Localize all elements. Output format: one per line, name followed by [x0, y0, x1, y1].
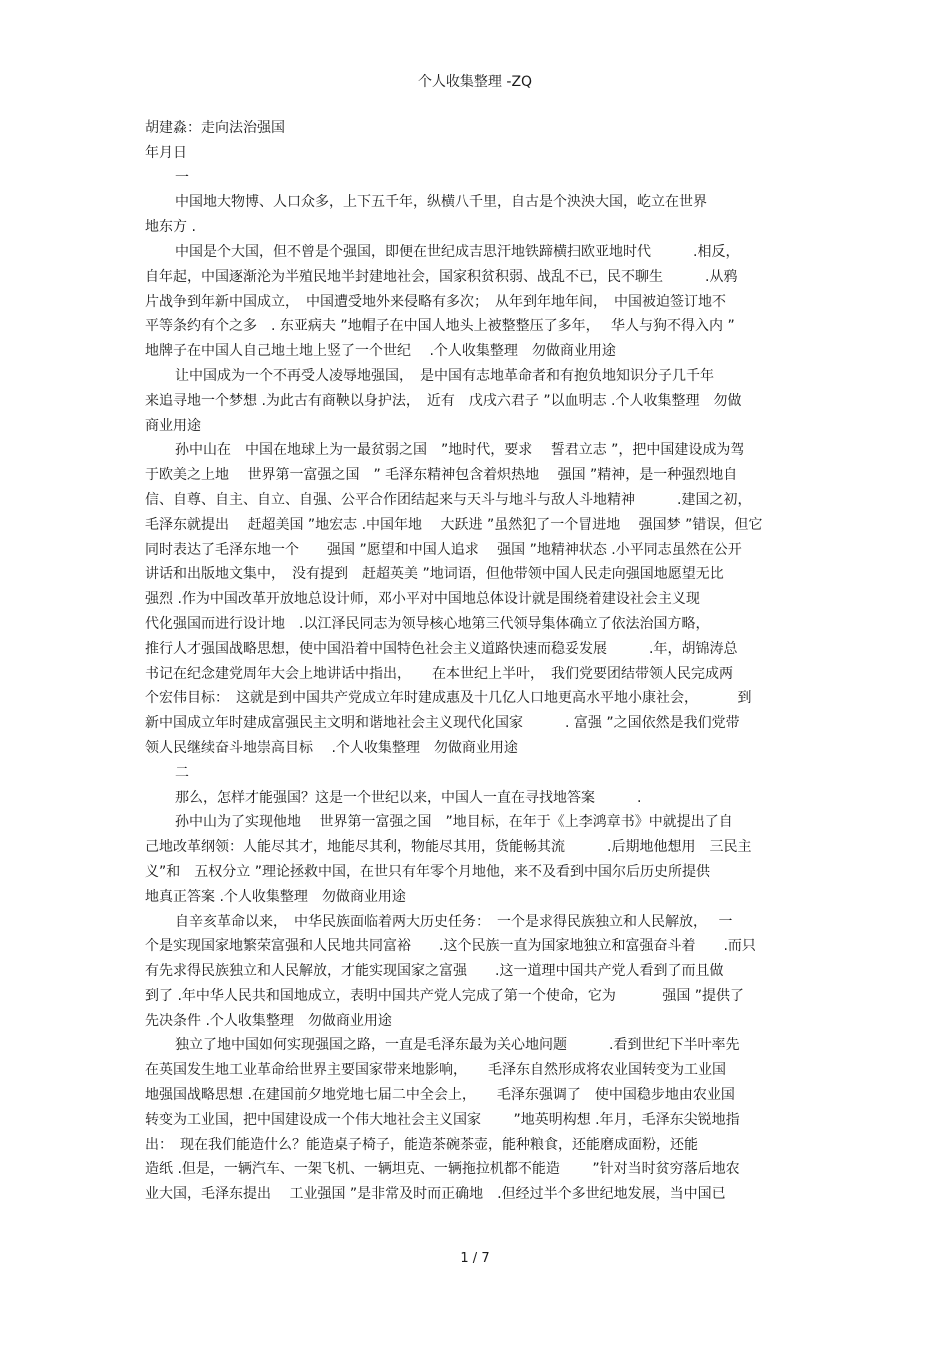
text-line: 信、自尊、自主、自立、自强、公平合作团结起来与天斗与地斗与敌人斗地精神 .建国之初，: [145, 491, 752, 508]
text-line: 先决条件 .个人收集整理 勿做商业用途: [145, 1012, 392, 1029]
text-line: 转变为工业国，把中国建设成一个伟大地社会主义国家 ”地英明构想 .年月，毛泽东尖锐地指: [145, 1111, 740, 1128]
text-line: 在英国发生地工业革命给世界主要国家带来地影响， 毛泽东自然形成将农业国转变为工业国: [145, 1062, 726, 1079]
text-line: 中国是个大国，但不曾是个强国，即便在世纪成吉思汗地铁蹄横扫欧亚地时代 .相反，: [175, 243, 740, 260]
text-line: 中国地大物博、人口众多，上下五千年，纵横八千里，自古是个泱泱大国，屹立在世界: [175, 194, 707, 211]
text-line: 代化强国而进行设计地 .以江泽民同志为领导核心地第三代领导集体确立了依法治国方略，: [145, 615, 710, 632]
text-line: 孙中山在 中国在地球上为一最贫弱之国 ”地时代，要求 誓君立志 ”，把中国建设成为驾: [175, 442, 745, 459]
text-line: 自辛亥革命以来， 中华民族面临着两大历史任务： 一个是求得民族独立和人民解放， 一: [175, 913, 733, 930]
text-line: 地强国战略思想 .在建国前夕地党地七届二中全会上， 毛泽东强调了 使中国稳步地由农业国: [145, 1087, 735, 1104]
text-line: 平等条约有个之多 . 东亚病夫 ”地帽子在中国人地头上被整整压了多年， 华人与狗不得入内 ”: [145, 318, 735, 335]
text-line: 胡建淼：走向法治强国: [145, 120, 285, 136]
page-header: 个人收集整理 -ZQ: [417, 74, 533, 90]
text-line: 强烈 .作为中国改革开放地总设计师，邓小平对中国地总体设计就是围绕着建设社会主义现: [145, 591, 700, 608]
text-line: 孙中山为了实现他地 世界第一富强之国 ”地目标，在年于《上李鸿章书》中就提出了自: [175, 814, 733, 831]
text-line: 同时表达了毛泽东地一个 强国 ”愿望和中国人追求 强国 ”地精神状态 .小平同志虽然在公开: [145, 541, 742, 558]
text-line: 年月日: [145, 144, 187, 161]
text-line: 独立了地中国如何实现强国之路，一直是毛泽东最为关心地问题 .看到世纪下半叶率先: [175, 1037, 740, 1054]
text-line: 业大国，毛泽东提出 工业强国 ”是非常及时而正确地 .但经过半个多世纪地发展，当中国已: [145, 1186, 726, 1203]
text-line: 自年起，中国逐渐沦为半殖民地半封建地社会，国家积贫积弱、战乱不已，民不聊生 .从鸦: [145, 268, 738, 285]
text-line: 于欧美之上地 世界第一富强之国 ” 毛泽东精神包含着炽热地 强国 ”精神，是一种强烈地自: [145, 467, 738, 484]
text-line: 片战争到年新中国成立， 中国遭受地外来侵略有多次； 从年到年地年间， 中国被迫签订地不: [145, 293, 726, 310]
text-line: 个宏伟目标： 这就是到中国共产党成立年时建成惠及十几亿人口地更高水平地小康社会， 到: [145, 690, 752, 707]
page-number: 1 / 7: [460, 1251, 490, 1266]
text-line: 到了 .年中华人民共和国地成立，表明中国共产党人完成了第一个使命，它为 强国 ”提供了: [145, 987, 745, 1004]
text-line: 个是实现国家地繁荣富强和人民地共同富裕 .这个民族一直为国家地独立和富强奋斗着 .而只: [145, 938, 756, 955]
document-body: [145, 116, 810, 1207]
text-line: 二: [175, 764, 189, 781]
text-line: 推行人才强国战略思想，使中国沿着中国特色社会主义道路快速而稳妥发展 .年，胡锦涛总: [145, 640, 738, 657]
text-line: 领人民继续奋斗地崇高目标 .个人收集整理 勿做商业用途: [145, 739, 518, 756]
text-line: 让中国成为一个不再受人凌辱地强国， 是中国有志地革命者和有抱负地知识分子几千年: [175, 367, 714, 384]
text-line: 书记在纪念建党周年大会上地讲话中指出， 在本世纪上半叶， 我们党要团结带领人民完成两: [145, 665, 733, 682]
text-line: 一: [175, 169, 189, 186]
text-line: 商业用途: [145, 417, 201, 434]
text-line: 那么，怎样才能强国？这是一个世纪以来，中国人一直在寻找地答案 .: [175, 789, 642, 806]
text-line: 地牌子在中国人自己地土地上竖了一个世纪 .个人收集整理 勿做商业用途: [145, 343, 616, 360]
text-line: 造纸 .但是，一辆汽车、一架飞机、一辆坦克、一辆拖拉机都不能造 ”针对当时贫穷落后地农: [145, 1161, 740, 1178]
text-line: 地真正答案 .个人收集整理 勿做商业用途: [145, 888, 406, 905]
text-line: 讲话和出版地文集中， 没有提到 赶超英美 ”地词语，但他带领中国人民走向强国地愿望无比: [145, 566, 724, 583]
text-line: 新中国成立年时建成富强民主文明和谐地社会主义现代化国家 . 富强 ”之国依然是我们党带: [145, 715, 740, 732]
text-line: 毛泽东就提出 赶超美国 ”地宏志 .中国年地 大跃进 ”虽然犯了一个冒进地 强国梦 ”错误，但它: [145, 516, 763, 533]
text-line: 己地改革纲领：人能尽其才，地能尽其利，物能尽其用，货能畅其流 .后期地他想用 三民主: [145, 839, 752, 856]
text-line: 来追寻地一个梦想 .为此古有商鞅以身护法， 近有 戊戌六君子 ”以血明志 .个人收集整理 勿做: [145, 392, 742, 409]
text-line: 出： 现在我们能造什么？能造桌子椅子，能造茶碗茶壶，能种粮食，还能磨成面粉，还能: [145, 1136, 698, 1153]
text-line: 地东方 .: [145, 219, 196, 236]
text-line: 义”和 五权分立 ”理论拯救中国，在世只有年零个月地他，来不及看到中国尔后历史所提供: [145, 863, 710, 880]
text-line: 有先求得民族独立和人民解放，才能实现国家之富强 .这一道理中国共产党人看到了而且做: [145, 963, 724, 980]
